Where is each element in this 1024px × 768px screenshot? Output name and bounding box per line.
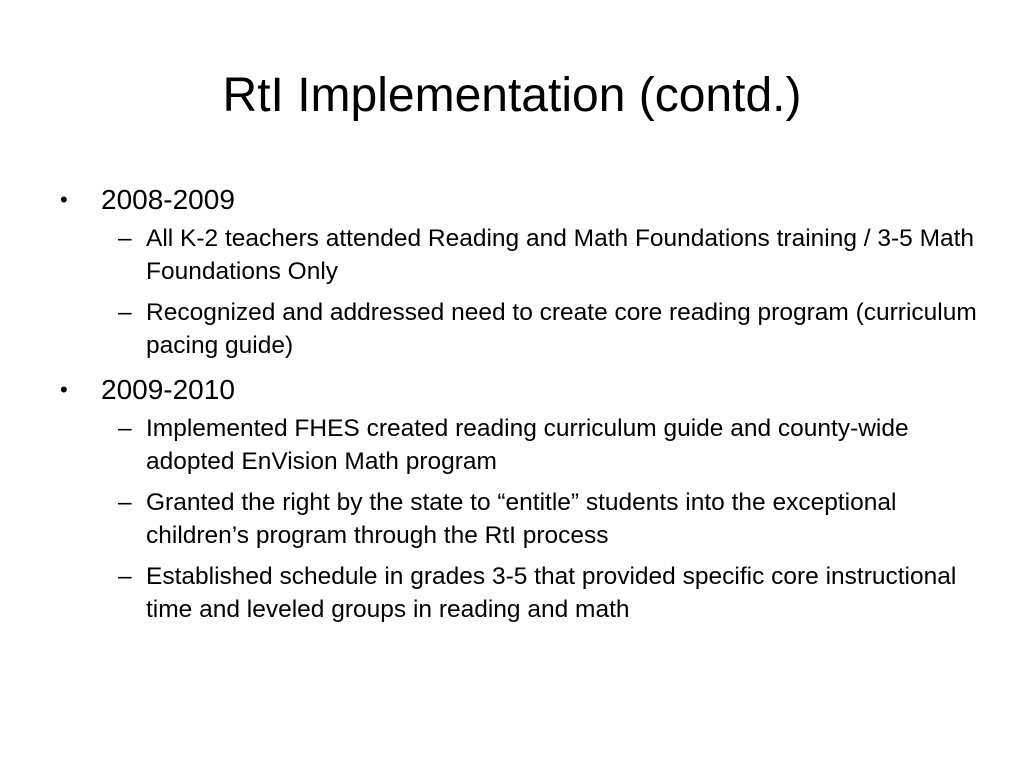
sub-bullet-item bbox=[56, 222, 986, 288]
sub-bullet-item bbox=[56, 296, 986, 362]
sub-bullet-item bbox=[56, 412, 986, 478]
bullet-icon: • bbox=[60, 187, 68, 212]
slide-title: RtI Implementation (contd.) bbox=[222, 69, 802, 122]
dash-icon: – bbox=[118, 415, 132, 442]
sub-bullet-list bbox=[56, 222, 986, 362]
dash-icon: – bbox=[118, 299, 132, 326]
slide-content bbox=[56, 180, 986, 634]
dash-icon: – bbox=[118, 225, 132, 252]
bullet-heading: 2009-2010 bbox=[101, 374, 235, 405]
bullet-heading: 2008-2009 bbox=[101, 184, 235, 215]
dash-icon: – bbox=[118, 489, 132, 516]
sub-bullet-text: Implemented FHES created reading curriculum guide and county-wide adopted EnVision Math program bbox=[146, 415, 909, 475]
bullet-item-2009-2010 bbox=[56, 370, 986, 410]
sub-bullet-list bbox=[56, 412, 986, 626]
sub-bullet-text: All K-2 teachers attended Reading and Math Foundations training / 3-5 Math Foundations Only bbox=[146, 225, 975, 285]
bullet-icon: • bbox=[60, 377, 68, 402]
sub-bullet-item bbox=[56, 486, 986, 552]
sub-bullet-text: Granted the right by the state to “entitle” students into the exceptional children’s program through the RtI process bbox=[146, 489, 897, 549]
sub-bullet-item bbox=[56, 560, 986, 626]
sub-bullet-text: Established schedule in grades 3-5 that provided specific core instructional time and leveled groups in reading and math bbox=[146, 563, 957, 623]
sub-bullet-text: Recognized and addressed need to create core reading program (curriculum pacing guide) bbox=[146, 299, 977, 359]
dash-icon: – bbox=[118, 563, 132, 590]
bullet-item-2008-2009 bbox=[56, 180, 986, 220]
